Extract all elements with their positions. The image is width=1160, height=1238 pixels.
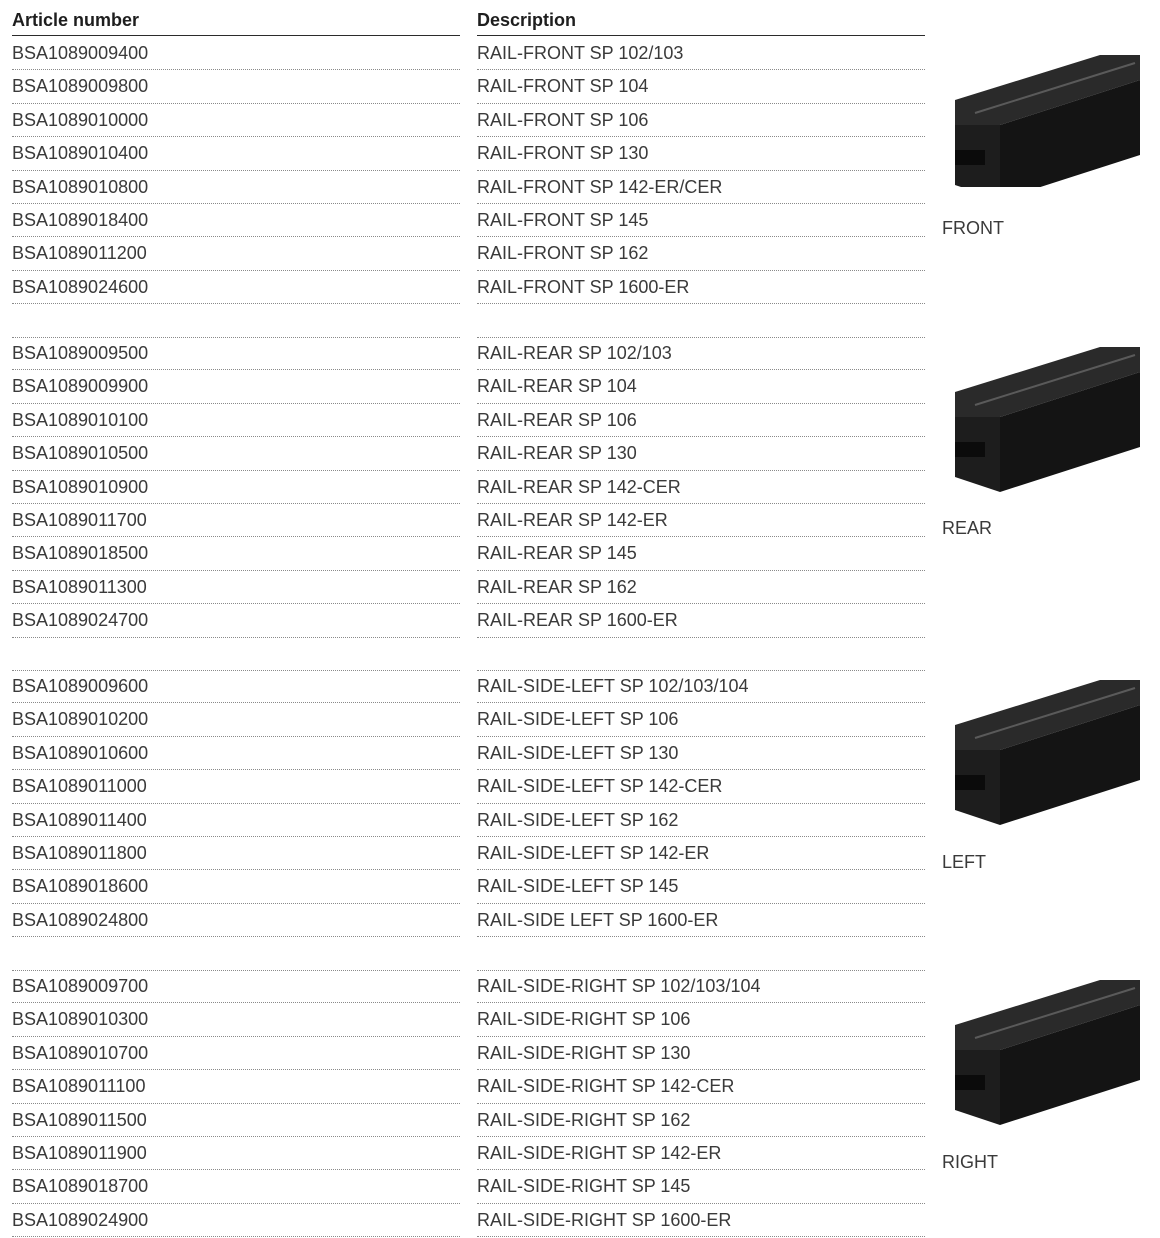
spacer-row [477,638,925,671]
rail-left-image [940,668,1140,838]
rail-label: FRONT [942,218,1004,238]
article-number-cell: BSA1089018700 [12,1170,460,1203]
article-number-cell: BSA1089010200 [12,703,460,736]
article-number-cell: BSA1089010500 [12,437,460,470]
article-number-cell: BSA1089011500 [12,1104,460,1137]
article-number-cell: BSA1089024600 [12,271,460,304]
article-number-cell: BSA1089011800 [12,837,460,870]
header-description: Description [477,8,925,36]
description-cell: RAIL-REAR SP 102/103 [477,337,925,370]
description-column [477,37,925,338]
description-cell: RAIL-REAR SP 162 [477,571,925,604]
article-number-cell: BSA1089011200 [12,237,460,270]
description-cell: RAIL-REAR SP 145 [477,537,925,570]
description-cell: RAIL-SIDE-LEFT SP 142-CER [477,770,925,803]
rail-front-image [940,35,1140,187]
article-number-cell: BSA1089011400 [12,804,460,837]
description-cell: RAIL-FRONT SP 162 [477,237,925,270]
article-number-cell: BSA1089011900 [12,1137,460,1170]
description-cell: RAIL-FRONT SP 102/103 [477,37,925,70]
description-cell: RAIL-FRONT SP 1600-ER [477,271,925,304]
spacer-row [477,937,925,970]
article-number-cell: BSA1089011700 [12,504,460,537]
description-cell: RAIL-REAR SP 1600-ER [477,604,925,637]
spacer-row [12,638,460,671]
description-cell: RAIL-SIDE-RIGHT SP 102/103/104 [477,970,925,1003]
article-number-cell: BSA1089009800 [12,70,460,103]
description-cell: RAIL-SIDE-LEFT SP 145 [477,870,925,903]
article-number-cell: BSA1089011100 [12,1070,460,1103]
rail-label: REAR [942,518,993,538]
article-column [12,970,460,1237]
article-number-cell: BSA1089009400 [12,37,460,70]
article-number-cell: BSA1089011300 [12,571,460,604]
article-number-cell: BSA1089010600 [12,737,460,770]
description-cell: RAIL-SIDE-RIGHT SP 142-ER [477,1137,925,1170]
article-number-cell: BSA1089009700 [12,970,460,1003]
description-cell: RAIL-SIDE-LEFT SP 142-ER [477,837,925,870]
article-number-cell: BSA1089024900 [12,1204,460,1237]
description-cell: RAIL-SIDE-RIGHT SP 162 [477,1104,925,1137]
article-column [12,37,460,338]
article-number-cell: BSA1089010800 [12,171,460,204]
article-number-cell: BSA1089010900 [12,471,460,504]
article-number-cell: BSA1089024700 [12,604,460,637]
description-cell: RAIL-SIDE-LEFT SP 130 [477,737,925,770]
rail-label: LEFT [942,852,987,872]
article-number-cell: BSA1089010700 [12,1037,460,1070]
description-cell: RAIL-REAR SP 130 [477,437,925,470]
article-number-cell: BSA1089009900 [12,370,460,403]
description-column [477,970,925,1237]
description-cell: RAIL-FRONT SP 130 [477,137,925,170]
description-cell: RAIL-FRONT SP 142-ER/CER [477,171,925,204]
article-number-cell: BSA1089010400 [12,137,460,170]
description-cell: RAIL-SIDE-RIGHT SP 130 [477,1037,925,1070]
article-number-cell: BSA1089009600 [12,670,460,703]
description-cell: RAIL-SIDE-LEFT SP 162 [477,804,925,837]
description-cell: RAIL-REAR SP 104 [477,370,925,403]
header-article-number: Article number [12,8,460,36]
spacer-row [477,304,925,337]
article-number-cell: BSA1089011000 [12,770,460,803]
description-cell: RAIL-SIDE-RIGHT SP 106 [477,1003,925,1036]
description-cell: RAIL-REAR SP 142-CER [477,471,925,504]
article-number-cell: BSA1089018600 [12,870,460,903]
article-column [12,337,460,671]
article-number-cell: BSA1089024800 [12,904,460,937]
description-cell: RAIL-SIDE-LEFT SP 102/103/104 [477,670,925,703]
spacer-row [12,304,460,337]
description-cell: RAIL-SIDE-LEFT SP 106 [477,703,925,736]
article-number-cell: BSA1089009500 [12,337,460,370]
description-cell: RAIL-SIDE-RIGHT SP 1600-ER [477,1204,925,1237]
rail-right-image [940,968,1140,1138]
article-number-cell: BSA1089018500 [12,537,460,570]
article-column [12,670,460,971]
description-cell: RAIL-FRONT SP 104 [477,70,925,103]
description-cell: RAIL-REAR SP 142-ER [477,504,925,537]
description-cell: RAIL-SIDE-RIGHT SP 142-CER [477,1070,925,1103]
description-cell: RAIL-REAR SP 106 [477,404,925,437]
description-cell: RAIL-FRONT SP 145 [477,204,925,237]
spacer-row [12,937,460,970]
description-cell: RAIL-SIDE LEFT SP 1600-ER [477,904,925,937]
article-number-cell: BSA1089010100 [12,404,460,437]
article-number-cell: BSA1089018400 [12,204,460,237]
description-column [477,337,925,671]
article-number-cell: BSA1089010000 [12,104,460,137]
description-cell: RAIL-FRONT SP 106 [477,104,925,137]
description-column [477,670,925,971]
rail-label: RIGHT [942,1152,998,1172]
rail-rear-image [940,335,1140,505]
article-number-cell: BSA1089010300 [12,1003,460,1036]
description-cell: RAIL-SIDE-RIGHT SP 145 [477,1170,925,1203]
